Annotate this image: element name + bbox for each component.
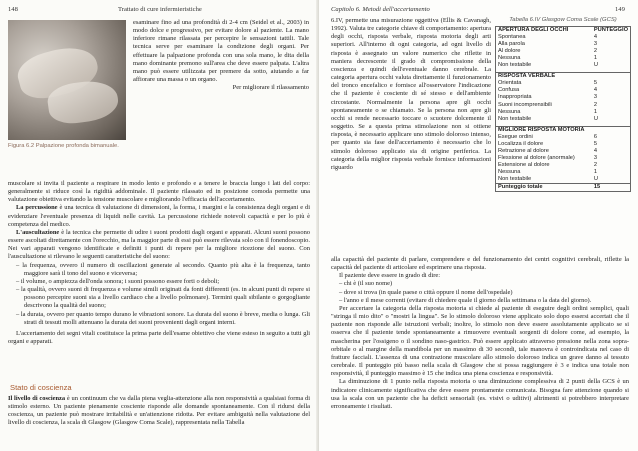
section-heading-cell: APERTURA DEGLI OCCHI [496, 27, 592, 35]
table-row [496, 41, 631, 48]
row-score: 1 [593, 168, 598, 175]
table-total-row [496, 184, 631, 192]
row-score: 1 [593, 55, 598, 62]
auscultazione-text: è la tecnica che permette di udire i suoni prodotti dagli organi e apparati. Alcuni suoni possono essere ascoltati direttamente con l'orecchio, ma la maggior parte di essi può essere rilevata solo con il fonendoscopio. Nei vari apparati vengono identificate e definiti i punti di repere per la migliore ricezione del suono. Con l'auscultazione si rilevano le seguenti caratteristiche del suono: [8, 228, 310, 261]
auscultazione-term: L'auscultazione [16, 228, 60, 236]
table-row [496, 48, 631, 55]
row-label: Al dolore [498, 48, 521, 55]
row-score: U [593, 62, 598, 69]
row-label: Suoni incomprensibili [498, 101, 552, 108]
table-row [496, 34, 631, 41]
table-row [496, 148, 631, 155]
table-title: Tabella 6.IV Glasgow Coma Scale (GCS) [509, 17, 617, 23]
verbal-paragraph: alla capacità del paziente di parlare, comprendere e del funzionamento dei centri cognitivi cerebrali, riflette la capacità del paziente di articolare ed esprimere una risposta. [331, 256, 629, 272]
list-item: – la qualità, ovvero suoni di frequenza e volume simili originati da fonti differenti (es. in alcuni punti di repere si possono percepire suoni sia a livello cardiaco che a livello polmonare). Termini quali sibilante o gorgogliante descrivono la qualità del suono; [16, 286, 310, 310]
table-section-header [496, 73, 631, 81]
row-label: Esegue ordini [498, 133, 533, 140]
palpation-photo [8, 20, 126, 140]
row-score: 4 [593, 147, 598, 154]
table-row [496, 109, 631, 116]
section-heading-value: PUNTEGGIO [592, 27, 631, 35]
orientation-list [331, 280, 629, 304]
row-label: Flessione al dolore (anormale) [498, 154, 575, 161]
gcs-table-grid [495, 26, 631, 192]
motor-paragraph: Per accertare la categoria della risposta motoria si chiede al paziente di eseguire degli ordini semplici, quali "stringa il mio dito" o "mostri la lingua". Se lo stimolo doloroso viene applicato solo dopo essersi accertati che il paziente non risponde alle istruzioni verbali; inoltre, lo stimolo non deve essere assolutamente applicato se si osserva che il paziente tende spontaneamente a rimuovere eventuali sorgenti di dolore come, ad esempio, la mascherina per l'ossigeno o il sondino naso-gastrico. Può essere applicato attraverso pressione nella zona sopra-orbitale o al margine della mandibola per un massimo di 30 secondi, tale manovra è controindicata nel caso di fratture facciali. L'assenza di una contrazione muscolare allo stimolo doloroso indica un grave danno al tessuto cerebrale. Il punteggio più basso nella scala di Glasgow che si possa raggiungere è 3 e indica una totale non responsività, il punteggio massimo è 15 che indica una piena coscienza e responsività. [331, 304, 629, 378]
table-section-header [496, 126, 631, 134]
table-row [496, 87, 631, 94]
left-main-text [8, 180, 310, 412]
gcs-table [495, 17, 631, 192]
table-row [496, 116, 631, 123]
right-main-text [331, 256, 629, 446]
row-score: 3 [593, 94, 598, 101]
list-item: – dove si trova (in quale paese o città oppure il nome dell'ospedale) [339, 289, 629, 297]
section-heading-value [592, 73, 631, 81]
total-label: Punteggio totale [496, 184, 592, 192]
row-label: Spontanea [498, 34, 526, 41]
row-score: U [593, 115, 598, 122]
row-label: Non testabile [498, 175, 532, 182]
row-label: Retrazione al dolore [498, 147, 549, 154]
row-score: 6 [593, 133, 598, 140]
section-heading-cell: MIGLIORE RISPOSTA MOTORIA [496, 126, 592, 134]
row-score: U [593, 175, 598, 182]
book-title: Trattato di cure infermieristiche [118, 6, 202, 13]
relaxation-lead: Per migliorare il rilassamento [232, 84, 309, 92]
table-row [496, 162, 631, 169]
palpation-paragraph: esaminare fino ad una profondità di 2-4 cm (Seidel et al., 2003) in modo dolce e progressivo, per evitare dolore al paziente. La mano inferiore rimane rilassata per percepire le sensazioni tattili. Tale tecnica serve per esaminare la condizione degli organi. Per effettuare la palpazione profonda con una sola mano, le dita della mano dominante premono sull'area che deve essere palpata. L'altra mano può essere utilizzata per premere da sotto, aiutando a far affiorare una massa o un organo. [133, 19, 309, 84]
row-score: 3 [593, 154, 598, 161]
left-column-text [133, 19, 309, 179]
row-score: 5 [593, 140, 598, 147]
row-label: Nessuna [498, 108, 521, 115]
table-row [496, 134, 631, 141]
row-score: 2 [593, 161, 598, 168]
table-row [496, 155, 631, 162]
right-column-text [331, 17, 491, 255]
row-score: 1 [593, 108, 598, 115]
list-item: – la frequenza, ovvero il numero di oscillazioni generate al secondo. Quanto più alta è la frequenza, tanto maggiore sarà il tono del suono e viceversa; [16, 262, 310, 278]
table-row [496, 55, 631, 62]
table-row [496, 176, 631, 184]
coscienza-term: Il livello di coscienza [8, 395, 66, 402]
percussione-text: è una tecnica di valutazione di dimensioni, la forma, i margini e la consistenza degli organi e di evidenziare l'eventuale presenza di liquidi nelle cavità. La percussione richiede notevoli capacità e per lo più è competenza del medico. [8, 204, 310, 228]
row-label: Estensione al dolore [498, 161, 550, 168]
chapter-title: Capitolo 6. Metodi dell'accertamento [331, 6, 430, 13]
orientation-intro: Il paziente deve essere in grado di dire: [339, 272, 440, 280]
row-score: 2 [593, 101, 598, 108]
section-heading-value [592, 126, 631, 134]
percussione-term: La percussione [16, 204, 58, 212]
list-item: – l'anno e il mese correnti (evitare di chiedere quale il giorno della settimana o la data del giorno). [339, 297, 629, 305]
section-heading: Stato di coscienza [10, 383, 72, 392]
figure-caption: Figura 6.2 Palpazione profonda bimanuale. [8, 143, 119, 149]
table-row [496, 94, 631, 101]
table-section-header [496, 27, 631, 35]
row-score: 5 [593, 80, 598, 87]
sound-characteristics-list [8, 262, 310, 327]
row-score: 3 [593, 41, 598, 48]
table-row [496, 80, 631, 87]
list-item: – chi è (il suo nome) [339, 280, 629, 288]
row-label: Orientata [498, 80, 522, 87]
row-label: Inappropriata [498, 94, 532, 101]
row-score: 4 [593, 87, 598, 94]
table-row [496, 62, 631, 69]
total-value: 15 [592, 184, 631, 192]
list-item: – la durata, ovvero per quanto tempo durano le vibrazioni sonore. La durata del suono è breve, media o lunga. Gli strati di tessuti molli attenuano la durata dei suoni provenienti dagli organi interni. [16, 311, 310, 327]
right-page [319, 0, 638, 451]
page-number: 148 [8, 6, 18, 13]
table-row [496, 169, 631, 176]
row-score: 2 [593, 48, 598, 55]
page-number: 149 [615, 6, 625, 13]
row-label: Nessuna [498, 55, 521, 62]
row-label: Confusa [498, 87, 520, 94]
coscienza-text [8, 395, 310, 447]
row-label: Localizza il dolore [498, 140, 544, 147]
row-label: Non testabile [498, 62, 532, 69]
section-heading-cell: RISPOSTA VERBALE [496, 73, 592, 81]
table-row [496, 102, 631, 109]
vital-signs-paragraph: L'accertamento dei segni vitali costituisce la prima parte dell'esame obiettivo che viene esteso in seguito a tutti gli organi e apparati. [8, 329, 310, 345]
table-row [496, 141, 631, 148]
row-score: 4 [593, 34, 598, 41]
coscienza-body: è un continuum che va dalla piena veglia-attenzione alla non responsività a qualsiasi forma di stimolo esterno. Un paziente pienamente cosciente risponde alle domande spontaneamente. Con il ridursi della coscienza, un paziente può mostrare irritabilità e un'attenzione ridotta. Per evitare ambiguità nella valutazione del livello di coscienza, la scala di Glasgow (Glasgow Coma Scale), rappresentata nella Tabella [8, 395, 310, 427]
gcs-intro-paragraph: 6.IV, permette una misurazione oggettiva (Ellis & Cavanagh, 1992). Valuta tre categorie chiave di comportamento: apertura degli occhi, risposta verbale, risposta motoria degli arti superiori. All'interno di ogni categoria, ad ogni livello di risposta è assegnato un valore numerico che riflette in maniera decrescente il grado di compromissione della coscienza e quindi dell'eventuale danno cerebrale. La categoria apertura occhi valuta direttamente il funzionamento del tronco encefalico e fornisce all'osservatore l'indicazione che il paziente è cosciente di sé stesso e dell'ambiente circostante. Normalmente la persona apre gli occhi spontaneamente o se chiamato. Se la persona non apre gli occhi si rende necessario toccare o scuotere dolcemente il soggetto. Se a questa prima stimolazione non si ottiene risposta, è necessario applicare uno stimolo doloroso intenso, per quanto sia fase dell'accertamento è necessario che lo stimolo doloroso applicato sia di origine periferica. La categoria della miglior risposta verbale fornisce informazioni riguardo [331, 17, 491, 171]
row-label: Non testabile [498, 115, 532, 122]
row-label: Alla parola [498, 41, 525, 48]
row-label: Nessuna [498, 168, 521, 175]
final-paragraph: La diminuzione di 1 punto nella risposta motoria o una diminuzione complessiva di 2 punti della GCS è un indicatore clinicamente significativa che deve essere prontamente comunicata. Bisogna fare attenzione quando si usa la scala con un paziente che ha deficit sensoriali (es. visivi o uditivi) altrimenti si potrebbero interpretare erroneamente i risultati. [331, 378, 629, 410]
list-item: – il volume, o ampiezza dell'onda sonora; i suoni possono essere forti o deboli; [16, 278, 310, 286]
relaxation-paragraph: muscolare si invita il paziente a respirare in modo lento e profondo e a tenere le braccia lungo i lati del corpo: generalmente si riduce così la rigidità addominale. Il paziente rilassato ed in posizione comoda permette una valutazione obiettiva evitando la tensione muscolare e migliorando l'efficacia dell'accertamento. [8, 180, 310, 204]
